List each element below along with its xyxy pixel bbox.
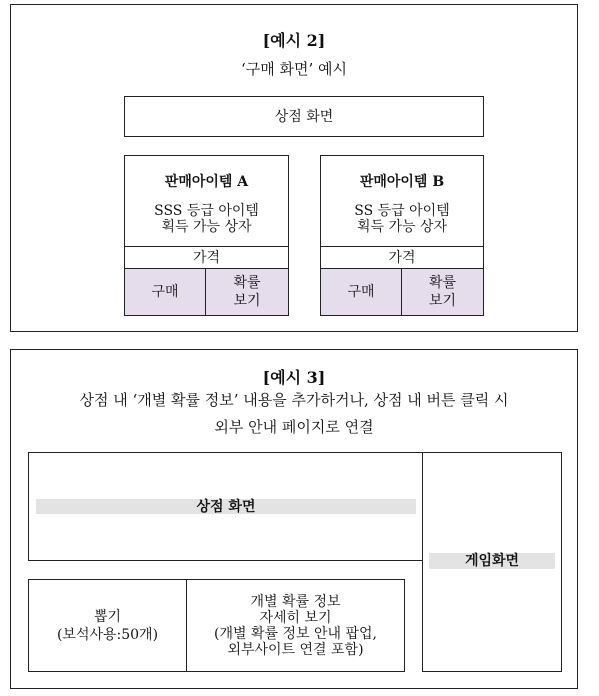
price-row [124, 246, 289, 269]
shop-screen-label-bar [36, 499, 416, 514]
item-card-b [320, 155, 484, 316]
example2-title: [예시 2] [262, 31, 326, 50]
buy-label: 구매 [347, 284, 375, 300]
draw-cost-label: (보석사용:50개) [56, 626, 159, 643]
buy-button[interactable] [125, 269, 206, 315]
prob-label-line1: 확률 [428, 275, 457, 291]
item-desc-line1: SSS 등급 아이템 [154, 203, 259, 219]
item-name: 판매아이템 A [164, 174, 249, 190]
buy-label: 구매 [151, 284, 179, 300]
price-label: 가격 [388, 249, 416, 266]
price-label: 가격 [192, 249, 221, 266]
shop-screen-box [124, 96, 484, 137]
shop-screen-label: 상점 화면 [196, 498, 256, 515]
prob-label-line2: 보기 [428, 293, 457, 309]
example3-desc-line1: 상점 내 ‘개별 확률 정보’ 내용을 추가하거나, 상점 내 버튼 클릭 시 [79, 391, 509, 409]
prob-label-line2: 보기 [233, 293, 261, 309]
game-screen-label: 게임화면 [464, 553, 520, 569]
info-line1: 개별 확률 정보 [250, 593, 341, 610]
info-line2: 자세히 보기 [259, 609, 332, 626]
game-screen-area [422, 452, 562, 672]
item-desc-line2: 획득 가능 상자 [161, 219, 252, 235]
example3-desc-line2: 외부 안내 페이지로 연결 [214, 418, 374, 436]
view-probability-button[interactable] [206, 269, 288, 315]
probability-detail-button[interactable] [186, 579, 405, 672]
item-name: 판매아이템 B [359, 174, 445, 190]
example2-subtitle: ‘구매 화면’ 예시 [240, 60, 347, 78]
prob-label-line1: 확률 [233, 275, 261, 291]
info-line4: 외부사이트 연결 포함) [227, 641, 364, 658]
draw-button[interactable] [28, 579, 187, 672]
price-row [320, 246, 484, 269]
example3-title: [예시 3] [262, 368, 326, 387]
game-screen-label-bar [429, 553, 555, 569]
info-line3: (개별 확률 정보 안내 팝업, [214, 625, 377, 642]
item-desc-line2: 획득 가능 상자 [356, 219, 448, 235]
example2-frame [10, 4, 578, 332]
item-card-a [124, 155, 289, 316]
draw-label: 뽑기 [93, 608, 122, 625]
item-desc-line1: SS 등급 아이템 [354, 203, 450, 219]
view-probability-button[interactable] [402, 269, 483, 315]
shop-screen-area [28, 452, 423, 561]
buy-button[interactable] [321, 269, 402, 315]
shop-screen-label: 상점 화면 [274, 108, 334, 125]
